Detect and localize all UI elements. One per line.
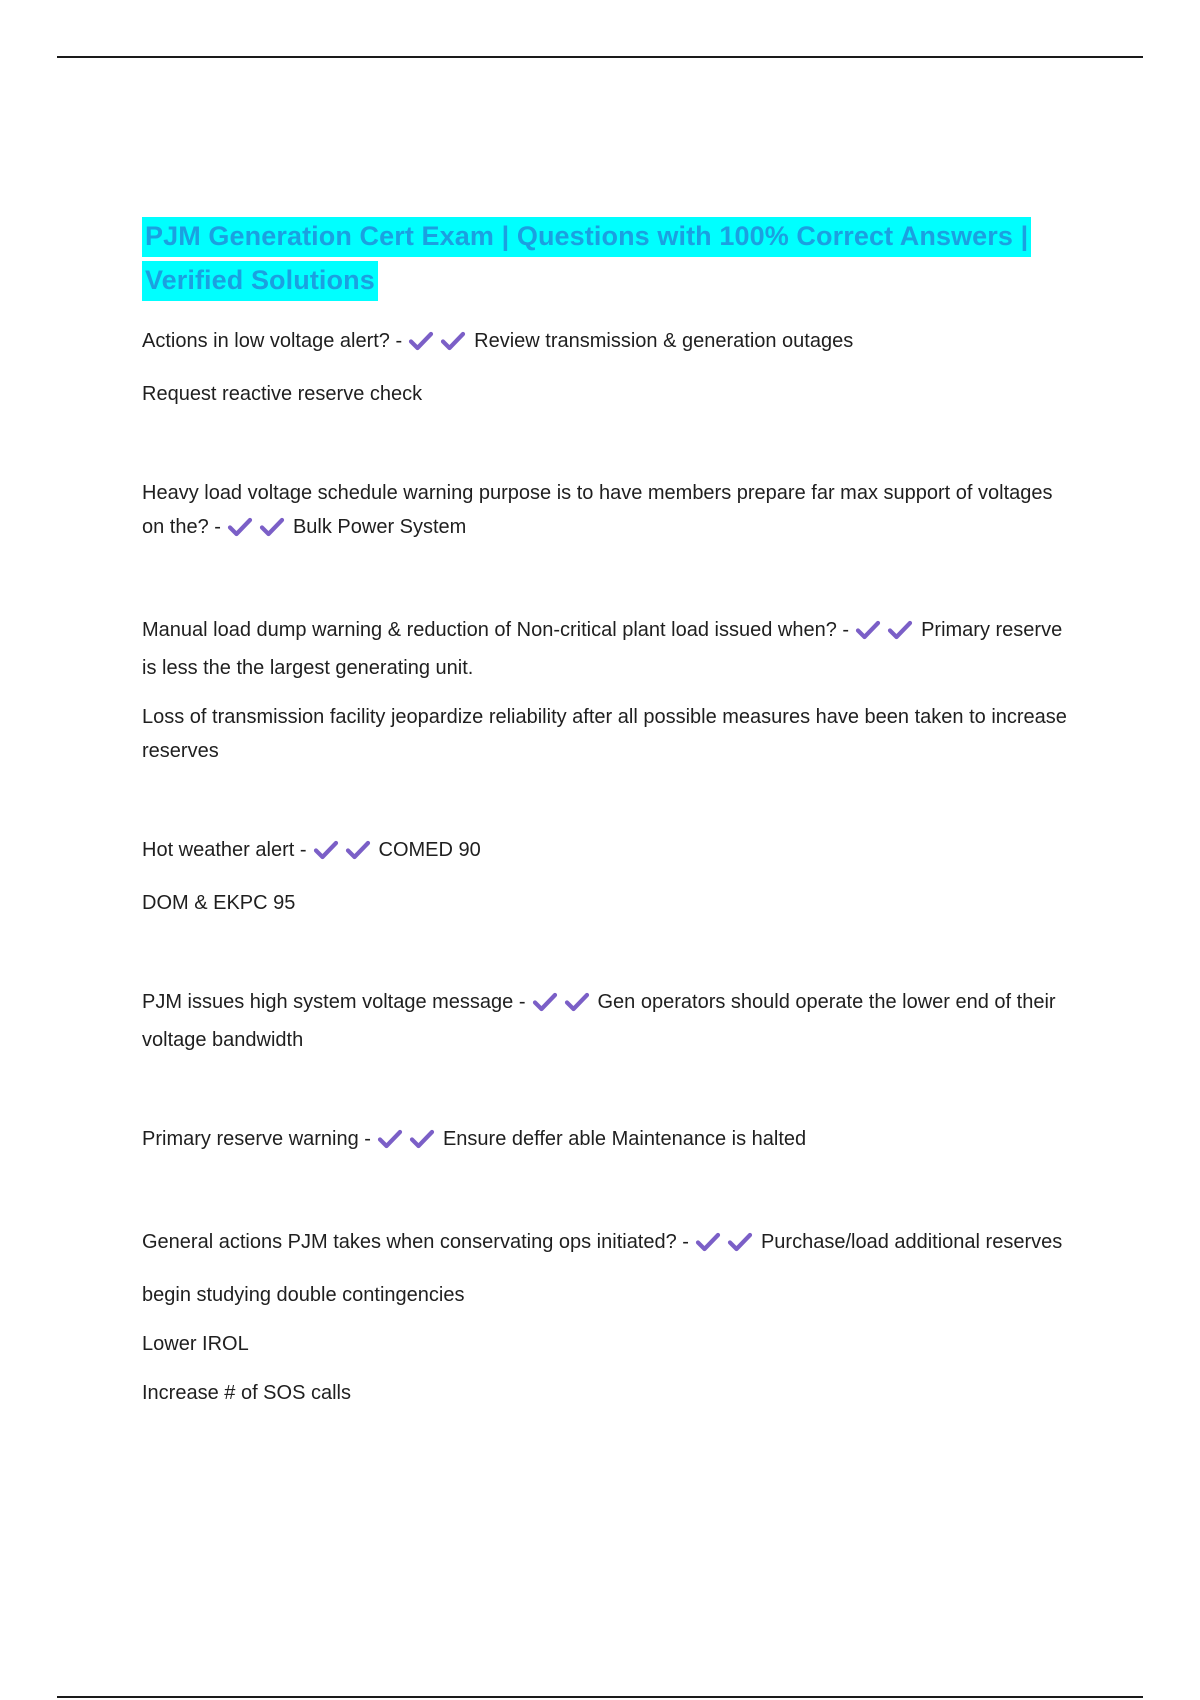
qa-answer-continuation: Increase # of SOS calls <box>142 1382 351 1404</box>
qa-item <box>142 324 1072 411</box>
checkmark-icon <box>408 331 434 351</box>
checkmark-icon <box>377 1129 403 1149</box>
qa-answer-continuation: DOM & EKPC 95 <box>142 892 296 914</box>
qa-question: Manual load dump warning & reduction of Non-critical plant load issued when? - <box>142 619 850 641</box>
qa-question-line <box>142 1225 1072 1263</box>
qa-list <box>142 324 1072 1410</box>
qa-question-line <box>142 613 1072 685</box>
checkmark-icon <box>727 1232 753 1252</box>
bottom-rule <box>57 1696 1143 1698</box>
answer-checkmarks <box>408 328 472 362</box>
checkmark-icon <box>313 840 339 860</box>
qa-question-line <box>142 324 1072 362</box>
answer-checkmarks <box>695 1229 759 1263</box>
checkmark-icon <box>855 620 881 640</box>
qa-answer: Bulk Power System <box>292 516 467 538</box>
checkmark-icon <box>409 1129 435 1149</box>
qa-answer: Primary reserve is less the the largest generating unit. <box>142 619 1063 679</box>
qa-question: Hot weather alert - <box>142 839 307 861</box>
answer-checkmarks <box>855 617 919 651</box>
checkmark-icon <box>345 840 371 860</box>
qa-question: General actions PJM takes when conservating ops initiated? - <box>142 1231 689 1253</box>
qa-item <box>142 1225 1072 1410</box>
document-title <box>142 214 1072 302</box>
qa-spacer <box>142 426 1072 476</box>
qa-spacer <box>142 935 1072 985</box>
checkmark-icon <box>227 517 253 537</box>
qa-spacer <box>142 1175 1072 1225</box>
qa-question-line <box>142 985 1072 1057</box>
document-body <box>142 214 1072 1425</box>
answer-checkmarks <box>532 989 596 1023</box>
qa-answer: Purchase/load additional reserves <box>760 1231 1063 1253</box>
qa-spacer <box>142 563 1072 613</box>
checkmark-icon <box>532 992 558 1012</box>
qa-question-line <box>142 476 1072 548</box>
qa-answer-continuation: Loss of transmission facility jeopardize reliability after all possible measures have been taken to increase reserves <box>142 706 1067 762</box>
document-title-highlight: PJM Generation Cert Exam | Questions with 100% Correct Answers | Verified Solutions <box>142 217 1031 301</box>
qa-answer: Ensure deffer able Maintenance is halted <box>442 1128 807 1150</box>
qa-answer-continuation: begin studying double contingencies <box>142 1284 465 1306</box>
qa-item <box>142 476 1072 548</box>
qa-question-line <box>142 1122 1072 1160</box>
qa-question: PJM issues high system voltage message - <box>142 991 526 1013</box>
qa-answer: COMED 90 <box>378 839 481 861</box>
checkmark-icon <box>564 992 590 1012</box>
checkmark-icon <box>887 620 913 640</box>
qa-question: Heavy load voltage schedule warning purpose is to have members prepare far max support of voltages on the? - <box>142 482 1053 538</box>
checkmark-icon <box>440 331 466 351</box>
qa-answer: Gen operators should operate the lower end of their voltage bandwidth <box>142 991 1056 1051</box>
qa-item <box>142 613 1072 768</box>
answer-checkmarks <box>227 514 291 548</box>
qa-answer-continuation: Lower IROL <box>142 1333 249 1355</box>
top-rule <box>57 56 1143 58</box>
answer-checkmarks <box>313 837 377 871</box>
qa-answer: Review transmission & generation outages <box>474 330 854 352</box>
answer-checkmarks <box>377 1126 441 1160</box>
qa-question-line <box>142 833 1072 871</box>
qa-item <box>142 1122 1072 1160</box>
qa-spacer <box>142 783 1072 833</box>
checkmark-icon <box>259 517 285 537</box>
qa-item <box>142 985 1072 1057</box>
qa-question: Actions in low voltage alert? - <box>142 330 403 352</box>
qa-question: Primary reserve warning - <box>142 1128 371 1150</box>
checkmark-icon <box>695 1232 721 1252</box>
qa-answer-continuation: Request reactive reserve check <box>142 383 423 405</box>
qa-item <box>142 833 1072 920</box>
qa-spacer <box>142 1072 1072 1122</box>
